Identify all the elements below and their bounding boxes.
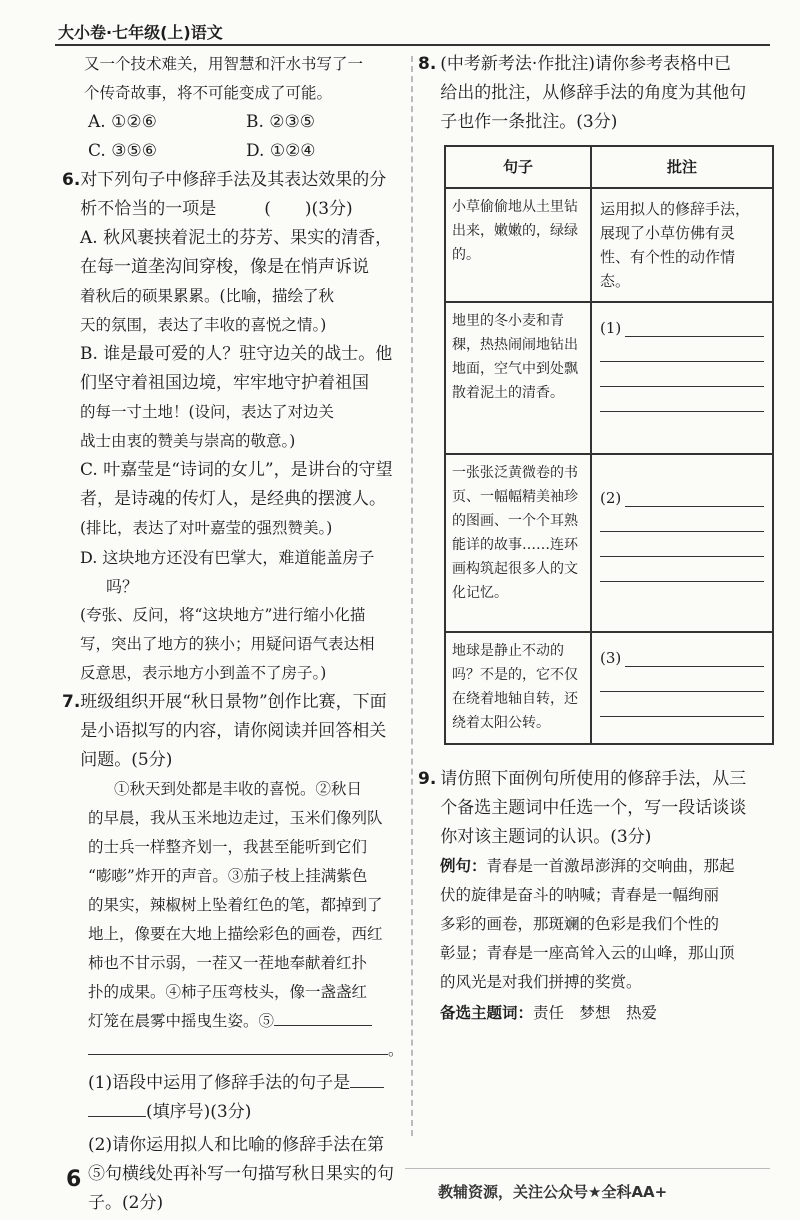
column-divider (411, 56, 413, 1136)
right-column (418, 50, 775, 1028)
header-rule (55, 44, 770, 46)
q6-answer-paren[interactable]: ( )(3分) (264, 199, 353, 219)
q5-option-a: A. ①②⑥ (88, 112, 157, 132)
q7-number: 7. (62, 692, 81, 712)
example-line: 伏的旋律是奋斗的呐喊；青春是一幅绚丽 (440, 886, 720, 904)
passage-line: 灯笼在晨雾中摇曳生姿。⑤ (88, 1012, 275, 1030)
q6-option-b (80, 340, 404, 456)
row-sentence: 一张张泛黄微卷的书页、一幅幅精美袖珍的图画、一个个耳熟能详的故事……连环画构筑起很多人的文化记忆。 (445, 454, 591, 632)
footer-rule (405, 1168, 770, 1169)
q6-option-line: 着秋后的硕果累累。(比喻，描绘了秋 (80, 287, 335, 305)
table-row (445, 188, 773, 302)
row-answer-2[interactable] (591, 454, 773, 632)
q7-subquestions (62, 1069, 404, 1218)
passage-line: 扑的成果。④柿子压弯枝头，像一盏盏红 (88, 983, 368, 1001)
passage-line: 的果实，辣椒树上坠着红色的笔，都掉到了 (88, 896, 383, 914)
example-label: 例句： (440, 857, 487, 875)
q8-number: 8. (418, 54, 437, 74)
q7-sub1-blank[interactable] (350, 1069, 384, 1088)
passage-line: 的早晨，我从玉米地边走过，玉米们像列队 (88, 809, 383, 827)
annotation-table (444, 145, 774, 745)
q7-sub2-line: 子。(2分) (88, 1193, 164, 1213)
q9-stem-line: 个备选主题词中任选一个，写一段话谈谈 (440, 798, 747, 818)
passage-line: 地上，像要在大地上描绘彩色的画卷，西红 (88, 925, 383, 943)
q6-option-line: D. 这块地方还没有巴掌大，难道能盖房子吗？ (80, 548, 375, 596)
q8-stem-line: 给出的批注，从修辞手法的角度为其他句 (440, 83, 747, 103)
q5-options (62, 108, 404, 166)
question-7 (62, 688, 404, 775)
q9-example (418, 852, 775, 1028)
q6-number: 6. (62, 170, 81, 190)
passage-line: “嘭嘭”炸开的声音。③茄子枝上挂满紫色 (88, 867, 368, 885)
row-answer-3[interactable] (591, 632, 773, 744)
footer-text: 教辅资源，关注公众号★全科AA+ (438, 1183, 668, 1201)
q6-option-line: (排比，表达了对叶嘉莹的强烈赞美。) (80, 519, 333, 537)
q6-option-line: 天的氛围，表达了丰收的喜悦之情。) (80, 316, 327, 334)
example-line: 的风光是对我们拼搏的奖赏。 (440, 973, 642, 991)
topics-label: 备选主题词： (440, 1004, 534, 1022)
q6-option-line: (夸张、反问，将“这块地方”进行缩小化描 (80, 606, 366, 624)
topics-list: 责任 梦想 热爱 (533, 1004, 658, 1022)
q9-stem-line: 请仿照下面例句所使用的修辞手法，从三 (440, 769, 747, 789)
q5-option-c: C. ③⑤⑥ (88, 141, 157, 161)
q7-stem-line: 班级组织开展“秋日景物”创作比赛，下面 (80, 692, 387, 712)
example-line: 青春是一首激昂澎湃的交响曲，那起 (486, 857, 735, 875)
q9-stem-line: 你对该主题词的认识。(3分) (440, 827, 652, 847)
q8-stem-line: 子也作一条批注。(3分) (440, 112, 618, 132)
q6-options (62, 224, 404, 688)
answer-label: (3) (600, 649, 622, 667)
q5-option-b: B. ②③⑤ (246, 112, 316, 132)
table-header-row (445, 146, 773, 188)
q7-sub2-line: ⑤句横线处再补写一句描写秋日果实的句 (88, 1164, 394, 1184)
left-column (62, 50, 404, 1218)
q7-sub1-tail: (填序号)(3分) (146, 1102, 252, 1122)
q6-option-line: A. 秋风裹挟着泥土的芬芳、果实的清香， (80, 228, 393, 248)
header-title: 大小卷·七年级(上)语文 (58, 23, 223, 42)
q6-option-line: C. 叶嘉莹是“诗词的女儿”，是讲台的守望 (80, 460, 393, 480)
row-answer-1[interactable] (591, 302, 773, 454)
q6-stem-line: 对下列句子中修辞手法及其表达效果的分 (80, 170, 387, 190)
answer-label: (1) (600, 319, 622, 337)
header-sentence: 句子 (445, 146, 591, 188)
passage-line: ①秋天到处都是丰收的喜悦。②秋日 (114, 780, 363, 798)
q7-passage: ①秋天到处都是丰收的喜悦。②秋日 的早晨，我从玉米地边走过，玉米们像列队 的士兵一样整齐划一，我甚至能听到它们 “嘭嘭”炸开的声音。③茄子枝上挂满紫色 的果实，辣椒树上坠着红色的笔，都掉到了 地上，像要在大地上描绘彩色的画卷，西红 柿也不甘示弱，一茬又一茬地奉献着红扑 扑的成果。④柿子压弯枝头，像一盏盏红 灯笼在晨雾中摇曳生姿。⑤ 。 (62, 775, 404, 1065)
q5-option-d: D. ①②④ (246, 141, 316, 161)
q5-line: 又一个技术难关，用智慧和汗水书写了一 (84, 55, 364, 73)
q6-option-line: B. 谁是最可爱的人？驻守边关的战士。他 (80, 344, 393, 364)
q7-blank-5-cont[interactable] (88, 1036, 388, 1055)
table-row (445, 632, 773, 744)
q6-option-line: 们坚守着祖国边境，牢牢地守护着祖国 (80, 373, 369, 393)
table-row (445, 302, 773, 454)
q6-option-a (80, 224, 404, 340)
row-note: 运用拟人的修辞手法，展现了小草仿佛有灵性、有个性的动作情态。 (591, 188, 773, 302)
row-sentence: 地里的冬小麦和青稞，热热闹闹地钻出地面，空气中到处飘散着泥土的清香。 (445, 302, 591, 454)
table-row (445, 454, 773, 632)
q6-option-d (80, 543, 404, 688)
q7-sub1-blank-cont[interactable] (88, 1098, 146, 1117)
q6-option-c (80, 456, 404, 543)
row-sentence: 地球是静止不动的吗？不是的，它不仅在绕着地轴自转，还绕着太阳公转。 (445, 632, 591, 744)
q5-tail (62, 50, 404, 108)
header-note: 批注 (591, 146, 773, 188)
q6-option-line: 者，是诗魂的传灯人，是经典的摆渡人。 (80, 489, 386, 509)
q6-option-line: 反意思，表示地方小到盖不了房子。) (80, 664, 327, 682)
q6-option-line: 的每一寸土地！(设问，表达了对边关 (80, 403, 335, 421)
question-9 (418, 765, 775, 852)
q7-blank-5[interactable] (274, 1007, 372, 1026)
page-number: 6 (66, 1167, 82, 1192)
example-line: 多彩的画卷，那斑斓的色彩是我们个性的 (440, 915, 720, 933)
q8-stem-line: (中考新考法·作批注)请你参考表格中已 (440, 54, 731, 74)
question-6 (62, 166, 404, 224)
q6-option-line: 战士由衷的赞美与崇高的敬意。) (80, 432, 296, 450)
example-line: 彰显；青春是一座高耸入云的山峰，那山顶 (440, 944, 735, 962)
row-sentence: 小草偷偷地从土里钻出来，嫩嫩的，绿绿的。 (445, 188, 591, 302)
q7-sub1: (1)语段中运用了修辞手法的句子是 (88, 1073, 351, 1093)
q7-stem-line: 是小语拟写的内容，请你阅读并回答相关 (80, 721, 387, 741)
q6-option-line: 写，突出了地方的狭小；用疑问语气表达相 (80, 635, 375, 653)
q5-line: 个传奇故事，将不可能变成了可能。 (84, 84, 333, 102)
q6-option-line: 在每一道垄沟间穿梭，像是在悄声诉说 (80, 257, 369, 277)
question-8 (418, 50, 775, 137)
q7-stem-line: 问题。(5分) (80, 750, 173, 770)
answer-label: (2) (600, 489, 622, 507)
passage-line: 的士兵一样整齐划一，我甚至能听到它们 (88, 838, 368, 856)
q7-sub2-line: (2)请你运用拟人和比喻的修辞手法在第 (88, 1135, 385, 1155)
q6-stem-line: 析不恰当的一项是 (80, 199, 217, 219)
q9-number: 9. (418, 769, 437, 789)
passage-line: 柿也不甘示弱，一茬又一茬地奉献着红扑 (88, 954, 368, 972)
